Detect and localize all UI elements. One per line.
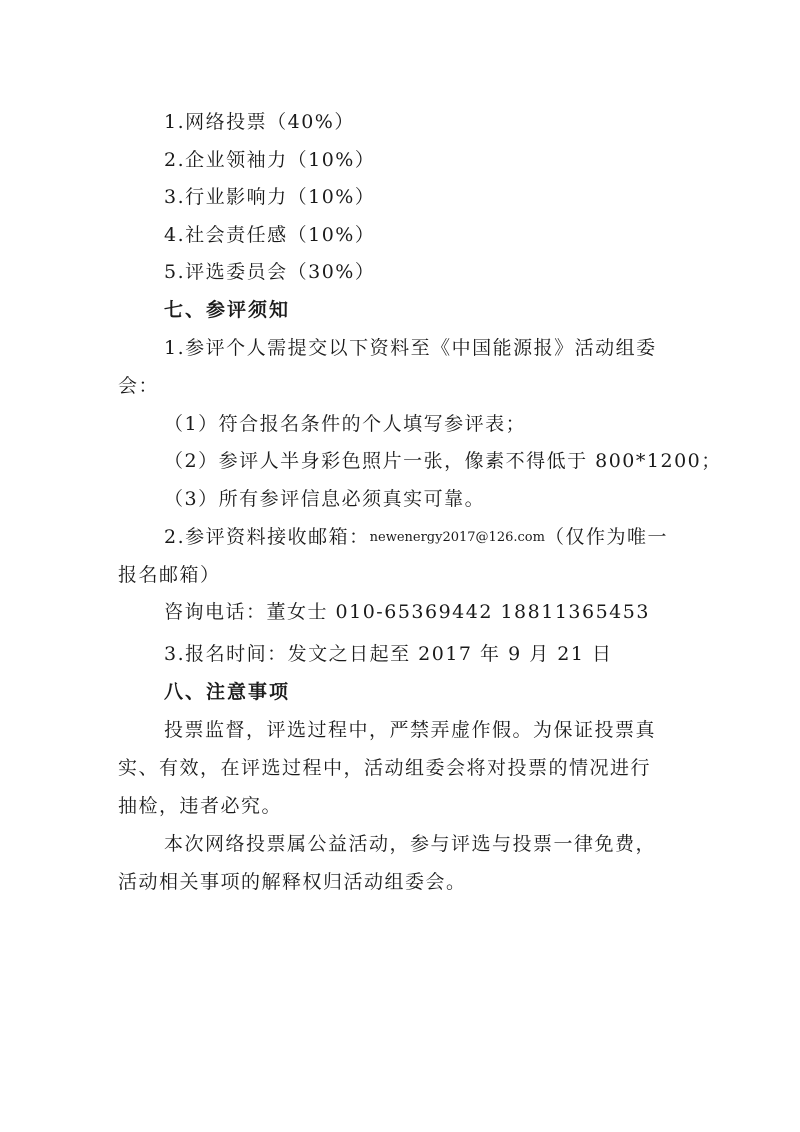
section-8-paragraph-1-line-2: 实、有效，在评选过程中，活动组委会将对投票的情况进行 bbox=[118, 757, 652, 779]
section-7-sub-3: （3）所有参评信息必须真实可靠。 bbox=[164, 488, 486, 510]
section-8-heading: 八、注意事项 bbox=[164, 681, 291, 703]
criteria-item-2: 2.企业领袖力（10%） bbox=[164, 149, 376, 171]
section-8-paragraph-2-line-2: 活动相关事项的解释权归活动组委会。 bbox=[118, 871, 467, 893]
section-7-sub-1: （1）符合报名条件的个人填写参评表； bbox=[164, 413, 527, 435]
email-label: 2.参评资料接收邮箱： bbox=[164, 526, 370, 548]
section-7-item-1: 1.参评个人需提交以下资料至《中国能源报》活动组委 bbox=[164, 337, 657, 359]
email-note: （仅作为唯一 bbox=[544, 526, 668, 548]
section-7-item-3: 3.报名时间：发文之日起至 2017 年 9 月 21 日 bbox=[164, 643, 613, 665]
section-8-paragraph-1-line-3: 抽检，违者必究。 bbox=[118, 795, 283, 817]
section-7-item-2-cont: 报名邮箱） bbox=[118, 564, 221, 586]
section-7-item-1-cont: 会： bbox=[118, 375, 160, 397]
criteria-item-3: 3.行业影响力（10%） bbox=[164, 186, 376, 208]
section-7-sub-2: （2）参评人半身彩色照片一张，像素不得低于 800*1200； bbox=[164, 450, 722, 472]
criteria-item-1: 1.网络投票（40%） bbox=[164, 111, 355, 133]
criteria-item-5: 5.评选委员会（30%） bbox=[164, 261, 376, 283]
section-7-heading: 七、参评须知 bbox=[164, 299, 291, 321]
section-8-paragraph-2-line-1: 本次网络投票属公益活动，参与评选与投票一律免费， bbox=[164, 833, 657, 855]
contact-info: 咨询电话：董女士 010-65369442 18811365453 bbox=[164, 601, 650, 623]
section-7-item-2 bbox=[164, 524, 668, 551]
email-address: newenergy2017@126.com bbox=[369, 530, 545, 545]
criteria-item-4: 4.社会责任感（10%） bbox=[164, 224, 376, 246]
section-8-paragraph-1-line-1: 投票监督，评选过程中，严禁弄虚作假。为保证投票真 bbox=[164, 719, 657, 741]
